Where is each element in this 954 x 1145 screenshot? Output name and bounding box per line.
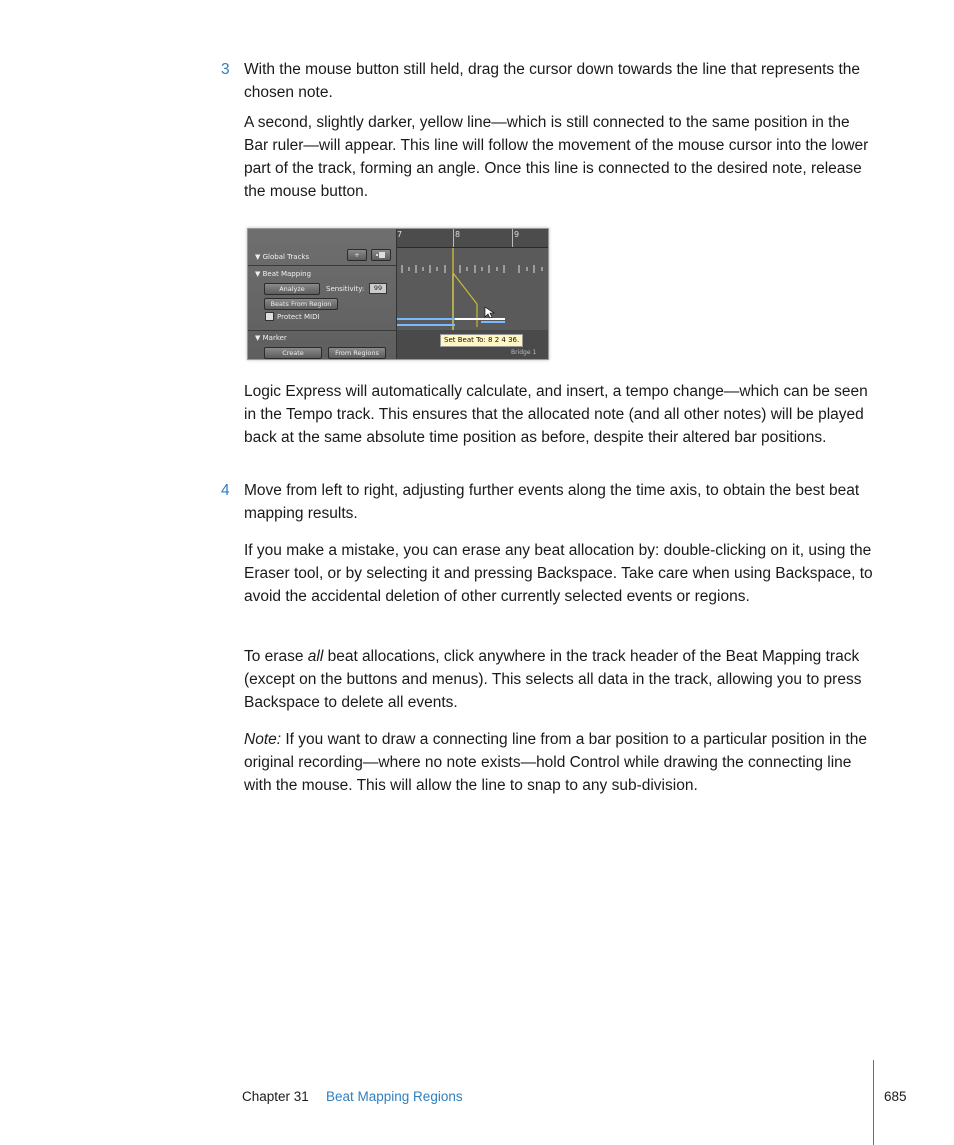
arrange-area — [397, 229, 548, 359]
global-tracks-label: ▼ Global Tracks — [255, 253, 310, 261]
create-button[interactable]: Create — [264, 347, 322, 359]
step-4-text: Move from left to right, adjusting further events along the time axis, to obtain the best beat mapping results. — [244, 482, 860, 522]
note-paragraph — [244, 728, 874, 797]
beats-from-region-button[interactable]: Beats From Region — [264, 298, 338, 310]
add-button[interactable]: + — [347, 249, 367, 261]
set-beat-tooltip: Set Beat To: 8 2 4 36. — [440, 334, 523, 347]
analyze-button[interactable]: Analyze — [264, 283, 320, 295]
emphasis: all — [307, 648, 324, 665]
footer-chapter: Chapter 31 — [242, 1089, 309, 1104]
ruler-number: 8 — [455, 230, 461, 239]
footer-chapter-title[interactable]: Beat Mapping Regions — [326, 1089, 463, 1104]
protect-midi-label: Protect MIDI — [277, 313, 320, 321]
beat-mapping-label: ▼ Beat Mapping — [255, 270, 312, 278]
ruler-number: 9 — [514, 230, 520, 239]
marker-label: ▼ Marker — [255, 334, 287, 342]
paragraph: If you make a mistake, you can erase any beat allocation by: double-clicking on it, using the Eraser tool, or by selecting it and pressing Backspace. Take care when using Backspace, to avoid the accidental deletion of other currently selected events or regions. — [244, 542, 873, 605]
sensitivity-label: Sensitivity: — [326, 285, 365, 293]
step-3-text: With the mouse button still held, drag the cursor down towards the line that represents the chosen note. — [244, 61, 861, 101]
text-run: beat allocations, click anywhere in the track header of the Beat Mapping track (except on the buttons and menus). This selects all data in the track, allowing you to press Backspace to delete all events. — [244, 648, 862, 711]
configure-icon[interactable] — [371, 249, 391, 261]
from-regions-button[interactable]: From Regions — [328, 347, 386, 359]
step-number: 3 — [221, 61, 230, 78]
paragraph — [244, 645, 874, 714]
sensitivity-field[interactable]: 99 — [369, 283, 387, 294]
note-text: If you want to draw a connecting line from a bar position to a particular position in the original recording—where no note exists—hold Control while drawing the connecting line with the mouse. This will allow the line to snap to any sub-division. — [244, 731, 867, 794]
ruler-number: 7 — [397, 230, 403, 239]
note-label: Note: — [244, 731, 282, 748]
beat-mapping-screenshot — [247, 228, 549, 360]
protect-midi-checkbox[interactable] — [265, 312, 274, 321]
paragraph: Logic Express will automatically calculate, and insert, a tempo change—which can be seen in the Tempo track. This ensures that the allocated note (and all other notes) will be played back at the same absolute time position as before, despite their altered bar positions. — [244, 383, 868, 446]
step-number: 4 — [221, 482, 230, 499]
text-run: To erase — [244, 648, 308, 665]
divider — [248, 330, 396, 331]
region-label: Bridge 1 — [511, 349, 537, 356]
page-number: 685 — [884, 1089, 907, 1104]
paragraph: A second, slightly darker, yellow line—which is still connected to the same position in the Bar ruler—will appear. This line will follow the movement of the mouse cursor into the lower part of the track, forming an angle. Once this line is connected to the desired note, release the mouse button. — [244, 114, 869, 200]
track-header-panel — [248, 229, 397, 359]
divider — [248, 265, 396, 266]
footer-divider — [873, 1060, 874, 1145]
